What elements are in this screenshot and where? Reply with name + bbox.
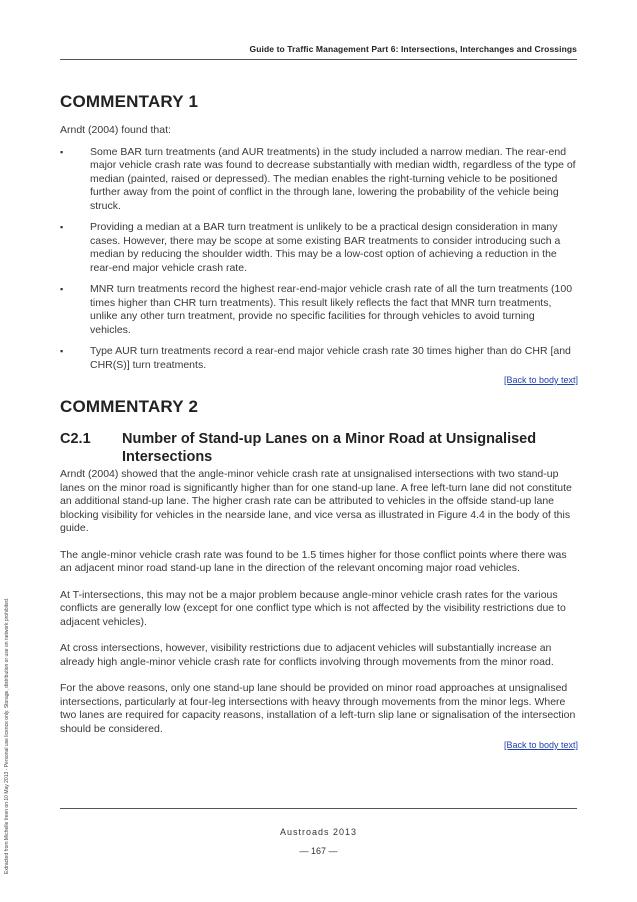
commentary-2-heading: COMMENTARY 2 bbox=[60, 397, 199, 416]
footer-rule bbox=[60, 808, 577, 809]
back-to-body-link-2[interactable]: [Back to body text] bbox=[503, 740, 578, 750]
paragraph: At cross intersections, however, visibility restrictions due to adjacent vehicles will substantially increase an already high angle-minor vehicle crash rate for conflicts involving through movements from the minor road. bbox=[60, 642, 554, 668]
paragraph: For the above reasons, only one stand-up lane should be provided on minor road approaches at unsignalised intersections, particularly at four-leg intersections with heavy through movements from the minor legs. Where two lanes are required for capacity reasons, installation of a left-turn slip lane or signalisation of the intersection should be considered. bbox=[60, 682, 576, 735]
commentary-2-heading-block bbox=[60, 397, 578, 417]
page-number: — 167 — bbox=[299, 846, 338, 856]
back-to-body-link-1[interactable]: [Back to body text] bbox=[503, 375, 578, 385]
section-c2-1-heading-block bbox=[60, 430, 578, 466]
paragraph: Arndt (2004) showed that the angle-minor vehicle crash rate at unsignalised intersections with two stand-up lanes on the minor road is significantly higher than for one stand-up lane. A free left-turn lane did not constitute an additional stand-up lane. The higher crash rate can be attributed to vehicles in the offside stand-up lane blocking visibility for vehicles in the nearside lane, and vice versa as illustrated in Figure 4.4 in the body of this guide. bbox=[60, 468, 572, 534]
list-item: ▪ MNR turn treatments record the highest rear-end-major vehicle crash rate of all the turn treatments (100 times higher than CHR turn treatments). This result likely reflects the fact that MNR turn treatments, unlike any other turn treatment, provide no specific facilities for through vehicles to avoid turning vehicles. bbox=[60, 283, 578, 337]
licence-side-note: Extracted from Michelle Ireen on 10 May 2013 - Personal use licence only. Storage, distribution or use on network prohibited. bbox=[4, 597, 10, 874]
footer-organisation: Austroads 2013 bbox=[279, 827, 358, 837]
commentary-2-body bbox=[60, 468, 578, 751]
list-item: ▪ Providing a median at a BAR turn treatment is unlikely to be a practical design consideration in many cases. However, there may be scope at some existing BAR treatments to consider introducing such a median by reducing the shoulder width. This may be a low-cost option of achieving a reduction in the rear-end major vehicle crash rate. bbox=[60, 221, 578, 275]
paragraph: At T-intersections, this may not be a major problem because angle-minor vehicle crash rates for the various conflicts are generally low (except for one conflict type which is not affected by the visibility restrictions due to adjacent vehicles). bbox=[60, 588, 566, 628]
commentary-1-intro: Arndt (2004) found that: bbox=[60, 124, 171, 136]
list-item: ▪ Some BAR turn treatments (and AUR treatments) in the study included a narrow median. The rear-end major vehicle crash rate was found to decrease substantially with median width, regardless of the type of median (painted, raised or depressed). The median enables the right-turning vehicle to be positioned further away from the point of conflict in the through lane, lowering the probability of the vehicle being struck. bbox=[60, 146, 578, 214]
section-heading bbox=[60, 430, 578, 466]
list-item: ▪ Type AUR turn treatments record a rear-end major vehicle crash rate 30 times higher than do CHR [and CHR(S)] turn treatments. bbox=[60, 345, 578, 372]
paragraph: The angle-minor vehicle crash rate was found to be 1.5 times higher for those conflict points where there was an adjacent minor road stand-up lane in the direction of the relevant oncoming major road vehicles. bbox=[60, 548, 567, 574]
commentary-1-heading: COMMENTARY 1 bbox=[60, 92, 199, 111]
commentary-1-heading-block bbox=[60, 92, 578, 112]
commentary-1-body bbox=[60, 124, 578, 386]
section-title: Number of Stand-up Lanes on a Minor Road at Unsignalised Intersections bbox=[122, 431, 537, 465]
header-rule bbox=[60, 59, 577, 60]
commentary-1-bullet-list bbox=[60, 146, 578, 373]
section-number: C2.1 bbox=[60, 431, 91, 447]
running-header: Guide to Traffic Management Part 6: Intersections, Interchanges and Crossings bbox=[249, 44, 577, 54]
